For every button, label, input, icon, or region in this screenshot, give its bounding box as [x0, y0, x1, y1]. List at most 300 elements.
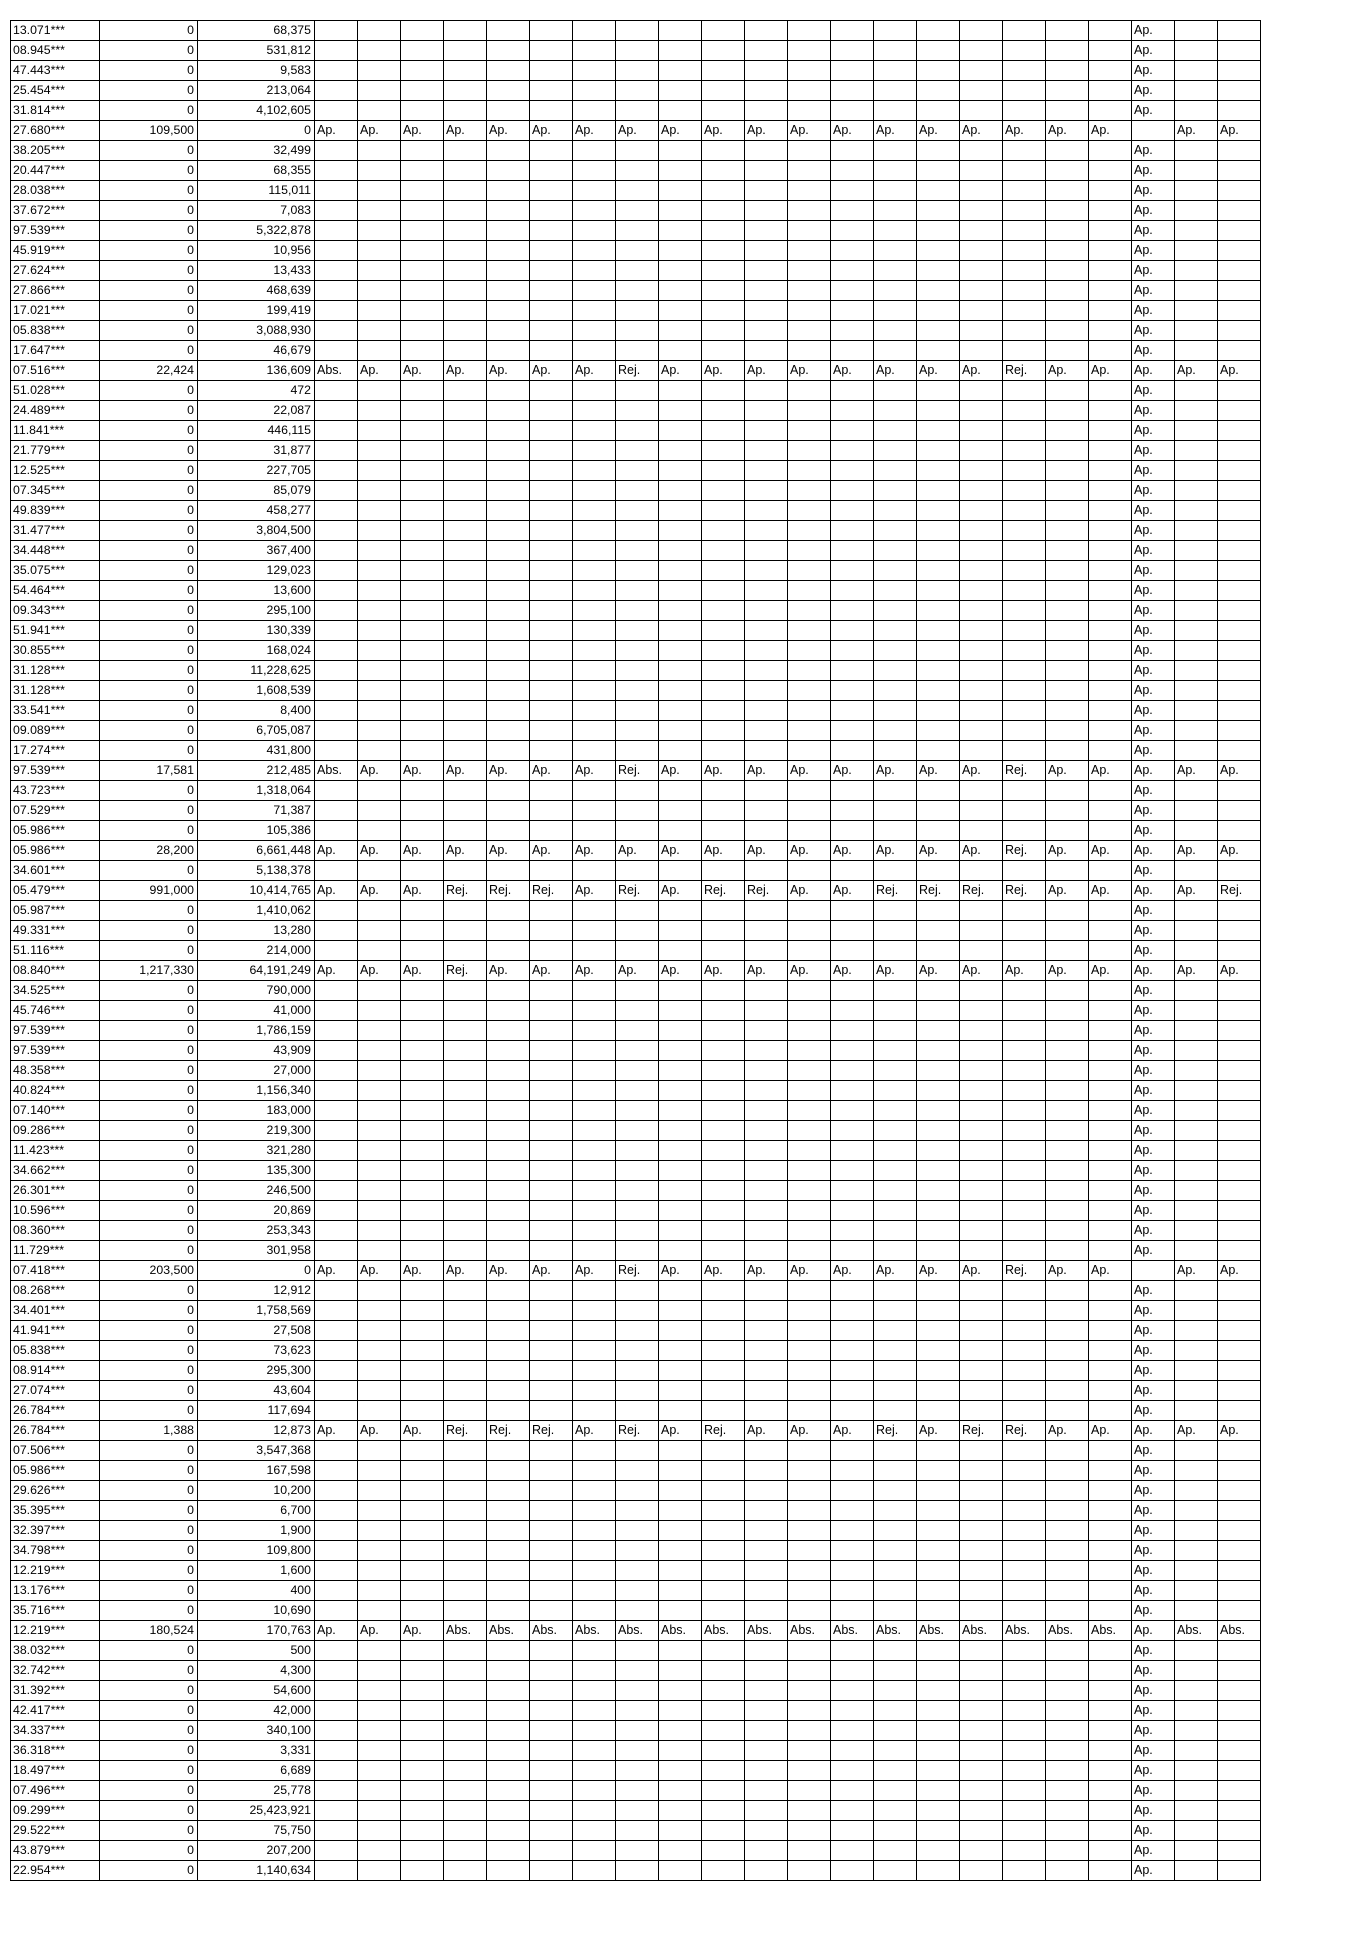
table-row — [11, 1681, 1261, 1701]
vote-cell — [616, 1201, 659, 1221]
vote-cell — [659, 921, 702, 941]
vote-cell: Rej. — [960, 881, 1003, 901]
vote-cell — [1003, 241, 1046, 261]
vote-cell — [358, 21, 401, 41]
vote-cell — [444, 1401, 487, 1421]
vote-cell — [831, 141, 874, 161]
vote-cell — [315, 721, 358, 741]
shares-a-cell: 180,524 — [100, 1621, 198, 1641]
vote-cell — [1089, 541, 1132, 561]
shareholder-id-cell: 07.345*** — [11, 481, 100, 501]
vote-cell — [745, 921, 788, 941]
vote-cell: Ap. — [530, 961, 573, 981]
vote-cell — [960, 1341, 1003, 1361]
vote-cell — [1046, 401, 1089, 421]
vote-cell — [315, 1681, 358, 1701]
shareholder-id-cell: 45.919*** — [11, 241, 100, 261]
vote-cell: Ap. — [745, 361, 788, 381]
table-row — [11, 1261, 1261, 1281]
vote-cell — [1089, 861, 1132, 881]
vote-cell — [358, 1321, 401, 1341]
vote-cell — [616, 1101, 659, 1121]
vote-cell — [702, 1321, 745, 1341]
shares-b-cell: 4,102,605 — [198, 101, 315, 121]
vote-cell — [659, 81, 702, 101]
vote-cell — [530, 701, 573, 721]
vote-cell — [616, 281, 659, 301]
vote-cell — [1175, 181, 1218, 201]
vote-cell — [1003, 1241, 1046, 1261]
vote-cell — [1089, 1521, 1132, 1541]
vote-cell — [1003, 281, 1046, 301]
shareholder-id-cell: 41.941*** — [11, 1321, 100, 1341]
vote-cell — [315, 141, 358, 161]
shareholder-id-cell: 27.624*** — [11, 261, 100, 281]
vote-cell — [444, 461, 487, 481]
vote-cell: Ap. — [530, 121, 573, 141]
vote-cell — [1046, 41, 1089, 61]
vote-cell — [1046, 661, 1089, 681]
table-row — [11, 521, 1261, 541]
vote-cell — [1175, 801, 1218, 821]
vote-cell — [487, 1341, 530, 1361]
vote-cell: Ap. — [1132, 521, 1175, 541]
vote-cell — [788, 1241, 831, 1261]
vote-cell — [788, 801, 831, 821]
table-row — [11, 1821, 1261, 1841]
vote-cell — [702, 221, 745, 241]
vote-cell — [1175, 521, 1218, 541]
vote-cell — [616, 1781, 659, 1801]
vote-cell — [530, 181, 573, 201]
vote-cell — [745, 1681, 788, 1701]
vote-cell: Ap. — [1132, 721, 1175, 741]
vote-cell — [960, 861, 1003, 881]
vote-cell — [444, 681, 487, 701]
shares-b-cell: 105,386 — [198, 821, 315, 841]
table-row — [11, 1641, 1261, 1661]
vote-cell: Ap. — [315, 1261, 358, 1281]
vote-cell — [659, 1321, 702, 1341]
vote-cell — [315, 261, 358, 281]
vote-cell — [960, 1781, 1003, 1801]
vote-cell: Ap. — [1132, 1301, 1175, 1321]
vote-cell — [315, 1541, 358, 1561]
vote-cell — [1089, 21, 1132, 41]
vote-cell — [831, 1521, 874, 1541]
vote-cell: Ap. — [1132, 401, 1175, 421]
vote-cell — [960, 1581, 1003, 1601]
vote-cell — [1175, 1321, 1218, 1341]
vote-cell — [530, 1401, 573, 1421]
shares-a-cell: 203,500 — [100, 1261, 198, 1281]
shares-a-cell: 0 — [100, 161, 198, 181]
vote-cell: Ap. — [831, 961, 874, 981]
shares-a-cell: 0 — [100, 61, 198, 81]
vote-cell — [358, 901, 401, 921]
vote-cell — [530, 1741, 573, 1761]
vote-cell — [401, 1001, 444, 1021]
shareholder-id-cell: 37.672*** — [11, 201, 100, 221]
vote-cell — [960, 1601, 1003, 1621]
vote-cell: Ap. — [573, 761, 616, 781]
vote-cell — [1003, 741, 1046, 761]
vote-cell — [315, 1481, 358, 1501]
vote-cell — [573, 1401, 616, 1421]
vote-cell — [1046, 441, 1089, 461]
shares-a-cell: 0 — [100, 1301, 198, 1321]
vote-cell — [1046, 1481, 1089, 1501]
vote-cell — [573, 1441, 616, 1461]
vote-cell — [917, 241, 960, 261]
vote-cell — [1175, 821, 1218, 841]
vote-cell — [1089, 1581, 1132, 1601]
vote-cell — [358, 1461, 401, 1481]
vote-cell — [1089, 321, 1132, 341]
vote-cell — [960, 1141, 1003, 1161]
vote-cell — [530, 1061, 573, 1081]
vote-cell — [1046, 1561, 1089, 1581]
vote-cell — [358, 821, 401, 841]
vote-cell — [315, 1821, 358, 1841]
shares-b-cell: 6,700 — [198, 1501, 315, 1521]
vote-cell — [616, 921, 659, 941]
vote-cell — [487, 281, 530, 301]
shareholder-id-cell: 20.447*** — [11, 161, 100, 181]
vote-cell — [960, 1121, 1003, 1141]
vote-cell: Ap. — [659, 841, 702, 861]
shares-b-cell: 6,661,448 — [198, 841, 315, 861]
vote-cell — [1003, 1041, 1046, 1061]
vote-cell — [487, 1521, 530, 1541]
vote-cell — [573, 321, 616, 341]
vote-cell — [573, 821, 616, 841]
vote-cell — [315, 381, 358, 401]
vote-cell — [745, 141, 788, 161]
vote-cell — [917, 1281, 960, 1301]
vote-cell — [487, 1641, 530, 1661]
vote-cell — [530, 1161, 573, 1181]
vote-cell — [960, 1361, 1003, 1381]
vote-cell: Ap. — [358, 881, 401, 901]
vote-cell — [831, 381, 874, 401]
vote-cell — [659, 1701, 702, 1721]
vote-cell — [745, 1541, 788, 1561]
vote-cell — [659, 1301, 702, 1321]
vote-cell: Ap. — [874, 761, 917, 781]
vote-cell — [788, 1101, 831, 1121]
vote-cell — [444, 1741, 487, 1761]
vote-cell: Ap. — [358, 1421, 401, 1441]
vote-cell — [616, 1041, 659, 1061]
vote-cell — [1175, 161, 1218, 181]
vote-cell — [487, 1721, 530, 1741]
table-row — [11, 1561, 1261, 1581]
vote-cell — [1003, 201, 1046, 221]
vote-cell — [1046, 1761, 1089, 1781]
vote-cell — [530, 681, 573, 701]
vote-cell — [745, 521, 788, 541]
vote-cell — [917, 1341, 960, 1361]
vote-cell: Abs. — [1218, 1621, 1261, 1641]
vote-cell — [1003, 1401, 1046, 1421]
vote-cell — [745, 1281, 788, 1301]
vote-cell — [702, 301, 745, 321]
vote-cell — [573, 1121, 616, 1141]
vote-cell — [315, 661, 358, 681]
vote-cell — [1218, 1001, 1261, 1021]
vote-cell — [444, 341, 487, 361]
vote-cell — [573, 681, 616, 701]
vote-cell — [530, 1701, 573, 1721]
vote-cell — [358, 241, 401, 261]
vote-cell — [1218, 561, 1261, 581]
vote-cell: Rej. — [616, 881, 659, 901]
vote-cell — [831, 1341, 874, 1361]
vote-cell — [659, 1141, 702, 1161]
vote-cell — [1046, 1441, 1089, 1461]
vote-cell — [487, 521, 530, 541]
vote-cell: Rej. — [616, 1261, 659, 1281]
vote-cell — [1046, 1501, 1089, 1521]
vote-cell — [1003, 1481, 1046, 1501]
vote-cell — [1218, 281, 1261, 301]
vote-cell — [831, 541, 874, 561]
vote-cell — [745, 1341, 788, 1361]
vote-cell — [702, 581, 745, 601]
vote-cell — [573, 481, 616, 501]
vote-cell — [1175, 1461, 1218, 1481]
shareholder-id-cell: 34.798*** — [11, 1541, 100, 1561]
vote-cell — [573, 241, 616, 261]
vote-cell — [788, 861, 831, 881]
vote-cell — [1218, 1541, 1261, 1561]
vote-cell: Ap. — [1046, 841, 1089, 861]
vote-cell — [530, 1521, 573, 1541]
vote-cell — [487, 1061, 530, 1081]
vote-cell — [1003, 401, 1046, 421]
vote-cell — [401, 1701, 444, 1721]
vote-cell — [1046, 61, 1089, 81]
vote-cell — [960, 21, 1003, 41]
vote-cell — [702, 1561, 745, 1581]
vote-cell — [616, 1761, 659, 1781]
vote-cell — [831, 1601, 874, 1621]
vote-cell — [1046, 1221, 1089, 1241]
vote-cell — [616, 81, 659, 101]
vote-cell — [874, 1181, 917, 1201]
vote-cell: Ap. — [1132, 641, 1175, 661]
vote-cell — [917, 421, 960, 441]
vote-cell — [358, 941, 401, 961]
shares-b-cell: 85,079 — [198, 481, 315, 501]
vote-cell — [1046, 1401, 1089, 1421]
shares-a-cell: 0 — [100, 1861, 198, 1881]
vote-cell — [487, 1461, 530, 1481]
vote-cell — [1046, 1161, 1089, 1181]
vote-cell: Ap. — [1132, 181, 1175, 201]
vote-cell — [1003, 301, 1046, 321]
vote-cell: Rej. — [1003, 1421, 1046, 1441]
vote-cell — [616, 621, 659, 641]
vote-cell — [1175, 1601, 1218, 1621]
vote-cell — [745, 1121, 788, 1141]
table-row — [11, 1541, 1261, 1561]
vote-cell — [831, 161, 874, 181]
shareholder-id-cell: 26.784*** — [11, 1401, 100, 1421]
vote-cell — [487, 1741, 530, 1761]
vote-cell — [487, 1101, 530, 1121]
vote-cell — [401, 1781, 444, 1801]
vote-cell — [444, 1721, 487, 1741]
vote-cell: Ap. — [358, 961, 401, 981]
vote-cell — [831, 1161, 874, 1181]
vote-cell — [659, 1681, 702, 1701]
vote-cell — [1046, 741, 1089, 761]
vote-cell — [1218, 141, 1261, 161]
vote-cell — [788, 621, 831, 641]
table-row — [11, 1721, 1261, 1741]
vote-cell — [487, 1161, 530, 1181]
shares-a-cell: 0 — [100, 1281, 198, 1301]
shares-b-cell: 8,400 — [198, 701, 315, 721]
vote-cell — [702, 701, 745, 721]
shares-b-cell: 1,608,539 — [198, 681, 315, 701]
vote-cell — [1089, 1641, 1132, 1661]
vote-cell — [1003, 1081, 1046, 1101]
vote-cell — [487, 921, 530, 941]
vote-cell — [1003, 1201, 1046, 1221]
vote-cell — [745, 1781, 788, 1801]
vote-cell — [1046, 921, 1089, 941]
vote-cell — [444, 1521, 487, 1541]
vote-cell — [1175, 141, 1218, 161]
vote-cell — [702, 1061, 745, 1081]
vote-cell — [788, 1501, 831, 1521]
vote-cell — [1089, 1341, 1132, 1361]
vote-cell — [315, 1341, 358, 1361]
vote-cell — [702, 421, 745, 441]
vote-cell — [874, 461, 917, 481]
vote-cell — [831, 1321, 874, 1341]
vote-cell: Rej. — [702, 881, 745, 901]
vote-cell — [616, 1581, 659, 1601]
vote-cell — [1175, 621, 1218, 641]
vote-cell — [960, 61, 1003, 81]
vote-cell — [573, 1181, 616, 1201]
shares-a-cell: 0 — [100, 1161, 198, 1181]
vote-cell — [960, 321, 1003, 341]
vote-cell — [874, 541, 917, 561]
vote-cell — [358, 1521, 401, 1541]
vote-cell — [530, 1081, 573, 1101]
vote-cell: Ap. — [1132, 221, 1175, 241]
vote-cell — [358, 861, 401, 881]
vote-cell — [573, 861, 616, 881]
vote-cell — [401, 1821, 444, 1841]
shares-a-cell: 0 — [100, 1241, 198, 1261]
vote-cell: Ap. — [1132, 1741, 1175, 1761]
shares-a-cell: 0 — [100, 1121, 198, 1141]
vote-cell — [1089, 1681, 1132, 1701]
vote-cell: Ap. — [1132, 761, 1175, 781]
table-row — [11, 321, 1261, 341]
vote-cell — [745, 461, 788, 481]
shares-a-cell: 0 — [100, 381, 198, 401]
vote-cell — [444, 1441, 487, 1461]
vote-cell: Ap. — [1132, 281, 1175, 301]
vote-cell: Abs. — [659, 1621, 702, 1641]
vote-cell: Ap. — [1132, 101, 1175, 121]
vote-cell — [917, 1101, 960, 1121]
vote-cell: Ap. — [1132, 701, 1175, 721]
vote-cell — [788, 1401, 831, 1421]
vote-cell — [1089, 1181, 1132, 1201]
vote-cell — [960, 1861, 1003, 1881]
vote-cell — [573, 561, 616, 581]
shareholder-id-cell: 05.838*** — [11, 1341, 100, 1361]
vote-cell — [1175, 301, 1218, 321]
vote-cell: Ap. — [1175, 121, 1218, 141]
vote-cell — [1218, 1021, 1261, 1041]
vote-cell — [1175, 921, 1218, 941]
vote-cell — [788, 721, 831, 741]
vote-cell — [401, 441, 444, 461]
vote-cell — [401, 461, 444, 481]
vote-cell — [616, 301, 659, 321]
vote-cell — [573, 1101, 616, 1121]
vote-cell — [788, 1721, 831, 1741]
vote-cell — [530, 1241, 573, 1261]
vote-cell — [745, 1841, 788, 1861]
vote-cell — [487, 1121, 530, 1141]
vote-cell — [1218, 1301, 1261, 1321]
vote-cell — [1089, 1321, 1132, 1341]
vote-cell — [960, 741, 1003, 761]
vote-cell — [444, 1701, 487, 1721]
vote-cell — [1175, 1241, 1218, 1261]
vote-cell — [874, 1841, 917, 1861]
vote-cell — [616, 1381, 659, 1401]
vote-cell — [1003, 1841, 1046, 1861]
vote-cell — [530, 601, 573, 621]
vote-cell — [745, 321, 788, 341]
vote-cell: Ap. — [874, 121, 917, 141]
vote-cell: Ap. — [358, 1261, 401, 1281]
vote-cell — [1046, 1581, 1089, 1601]
vote-cell — [917, 281, 960, 301]
vote-cell — [1218, 381, 1261, 401]
vote-cell — [616, 1821, 659, 1841]
vote-cell: Ap. — [702, 121, 745, 141]
vote-cell — [788, 1041, 831, 1061]
vote-cell — [616, 1721, 659, 1741]
vote-cell — [444, 1021, 487, 1041]
vote-cell — [530, 741, 573, 761]
shares-b-cell: 0 — [198, 1261, 315, 1281]
vote-cell — [1089, 521, 1132, 541]
vote-cell: Ap. — [788, 961, 831, 981]
vote-cell — [874, 981, 917, 1001]
vote-cell — [444, 381, 487, 401]
vote-cell — [573, 201, 616, 221]
vote-cell — [573, 101, 616, 121]
vote-cell — [487, 101, 530, 121]
vote-cell — [358, 1801, 401, 1821]
shares-b-cell: 5,322,878 — [198, 221, 315, 241]
shares-b-cell: 68,355 — [198, 161, 315, 181]
table-row — [11, 381, 1261, 401]
